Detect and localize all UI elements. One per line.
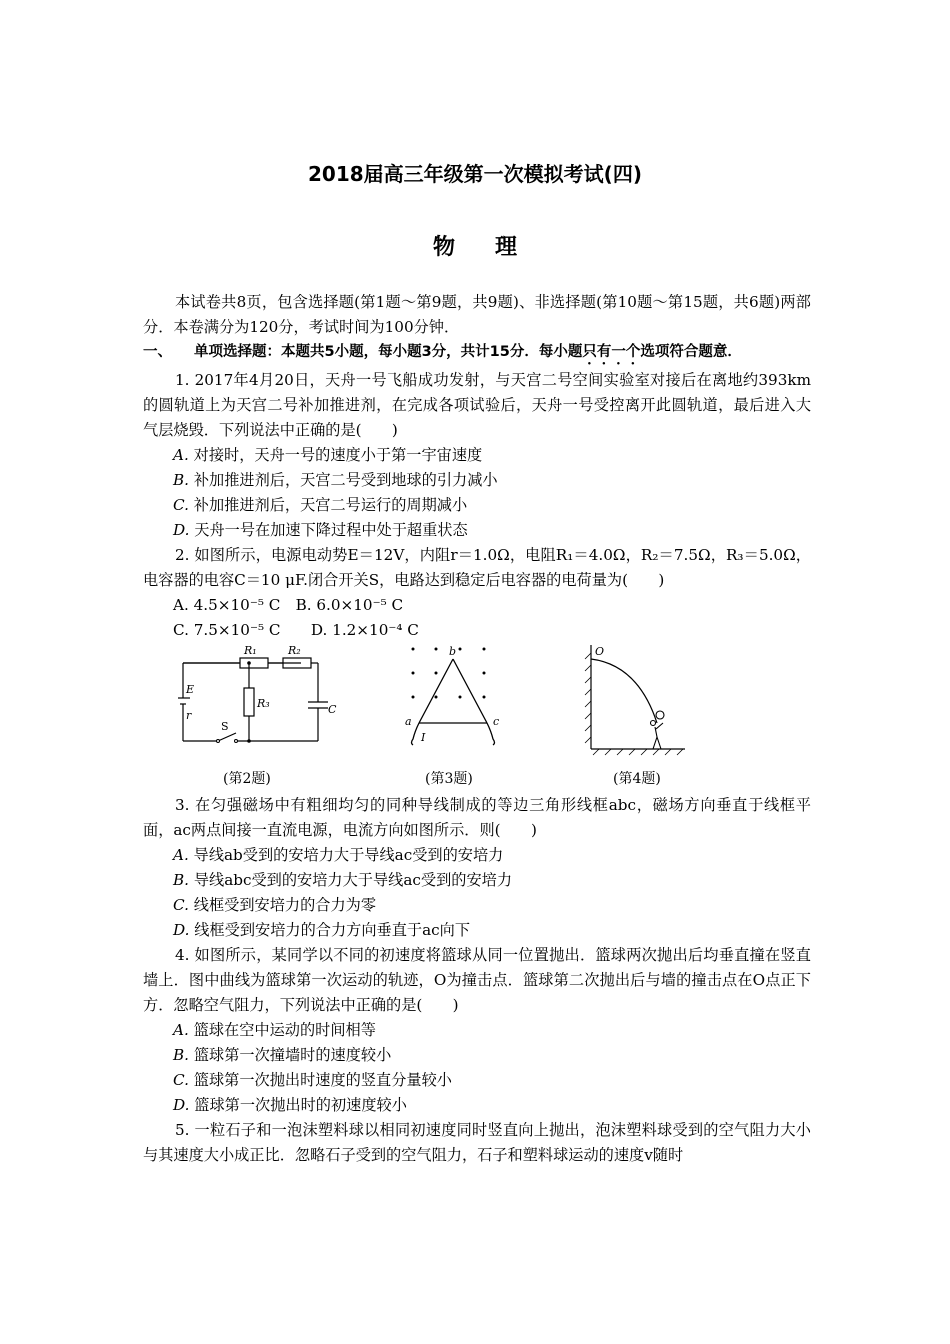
q4-option-a: A. 篮球在空中运动的时间相等 xyxy=(173,1021,376,1039)
q1-option-a: A. 对接时，天舟一号的速度小于第一宇宙速度 xyxy=(173,446,483,464)
label-r: r xyxy=(186,709,192,722)
caption-q2: (第2题) xyxy=(223,771,271,787)
label-c-outer: C xyxy=(328,703,337,716)
caption-q4: (第4题) xyxy=(613,771,661,787)
label-r2: R₂ xyxy=(288,644,301,657)
label-a: a xyxy=(405,715,412,728)
q2-options-row1: A. 4.5×10⁻⁵ C B. 6.0×10⁻⁵ C xyxy=(173,596,404,614)
q4-option-b: B. 篮球第一次撞墙时的速度较小 xyxy=(173,1046,392,1064)
section-text-b: 选项符合题意． xyxy=(640,344,742,360)
section-text-a: 单项选择题：本题共5小题，每小题3分，共计15分．每小题 xyxy=(194,344,583,360)
q2-options-row2: C. 7.5×10⁻⁵ C D. 1.2×10⁻⁴ C xyxy=(173,621,419,639)
label-o: O xyxy=(595,645,605,658)
exam-body xyxy=(143,290,811,1168)
q1-option-d: D. 天舟一号在加速下降过程中处于超重状态 xyxy=(173,521,468,539)
label-r3: R₃ xyxy=(257,697,270,710)
circuit-diagram xyxy=(178,643,328,753)
subject-title: 物理 xyxy=(432,235,557,260)
label-b: b xyxy=(449,645,457,658)
label-i: I xyxy=(421,731,426,744)
q1-option-b: B. 补加推进剂后，天宫二号受到地球的引力减小 xyxy=(173,471,498,489)
exam-title: 2018届高三年级第一次模拟考试(四) xyxy=(308,162,642,186)
q1-stem: 1. 2017年4月20日，天舟一号飞船成功发射，与天宫二号空间实验室对接后在离地约393km 的圆轨道上为天宫二号补加推进剂，在完成各项试验后，天舟一号受控离开此圆轨道，最后进入大气层烧毁．下列说法中正确的是( ) xyxy=(143,371,811,439)
q4-option-c: C. 篮球第一次抛出时速度的竖直分量较小 xyxy=(173,1071,452,1089)
q3-option-b: B. 导线abc受到的安培力大于导线ac受到的安培力 xyxy=(173,871,513,889)
q4-option-d: D. 篮球第一次抛出时的初速度较小 xyxy=(173,1096,407,1114)
q5-stem: 5. 一粒石子和一泡沫塑料球以相同初速度同时竖直向上抛出，泡沫塑料球受到的空气阻力大小与其速度大小成正比．忽略石子受到的空气阻力，石子和塑料球运动的速度v随时 xyxy=(143,1121,811,1164)
q4-stem: 4. 如图所示，某同学以不同的初速度将篮球从同一位置抛出．篮球两次抛出后均垂直撞在竖直墙上．图中曲线为篮球第一次运动的轨迹，O为撞击点．篮球第二次抛出后与墙的撞击点在O点正下方．忽略空气阻力，下列说法中正确的是( ) xyxy=(143,946,811,1014)
label-c-triangle: c xyxy=(493,715,500,728)
q1-option-c: C. 补加推进剂后，天宫二号运行的周期减小 xyxy=(173,496,468,514)
label-e: E xyxy=(186,683,195,696)
q2-stem: 2. 如图所示，电源电动势E＝12V，内阻r＝1.0Ω，电阻R₁＝4.0Ω，R₂＝7.5Ω，R₃＝5.0Ω，电容器的电容C＝10 μF.闭合开关S，电路达到稳定后电容器的电荷量为( ) xyxy=(143,546,811,589)
section-number: 一、 xyxy=(143,344,172,360)
q3-stem: 3. 在匀强磁场中有粗细均匀的同种导线制成的等边三角形线框abc，磁场方向垂直于线框平面，ac两点间接一直流电源，电流方向如图所示．则( ) xyxy=(143,796,811,839)
wall-trajectory-diagram xyxy=(583,643,693,758)
label-r1: R₁ xyxy=(244,644,257,657)
section-text-emphasis: 只有一个 xyxy=(582,344,641,360)
label-s: S xyxy=(221,720,229,733)
intro-text: 本试卷共8页，包含选择题(第1题～第9题，共9题)、非选择题(第10题～第15题，共6题)两部分．本卷满分为120分，考试时间为100分钟． xyxy=(143,293,811,336)
q3-option-c: C. 线框受到安培力的合力为零 xyxy=(173,896,376,914)
figures-row xyxy=(143,643,811,793)
caption-q3: (第3题) xyxy=(425,771,473,787)
q3-option-d: D. 线框受到安培力的合力方向垂直于ac向下 xyxy=(173,921,471,939)
section-heading xyxy=(143,340,811,368)
triangle-field-diagram xyxy=(401,643,511,758)
q3-option-a: A. 导线ab受到的安培力大于导线ac受到的安培力 xyxy=(173,846,504,864)
